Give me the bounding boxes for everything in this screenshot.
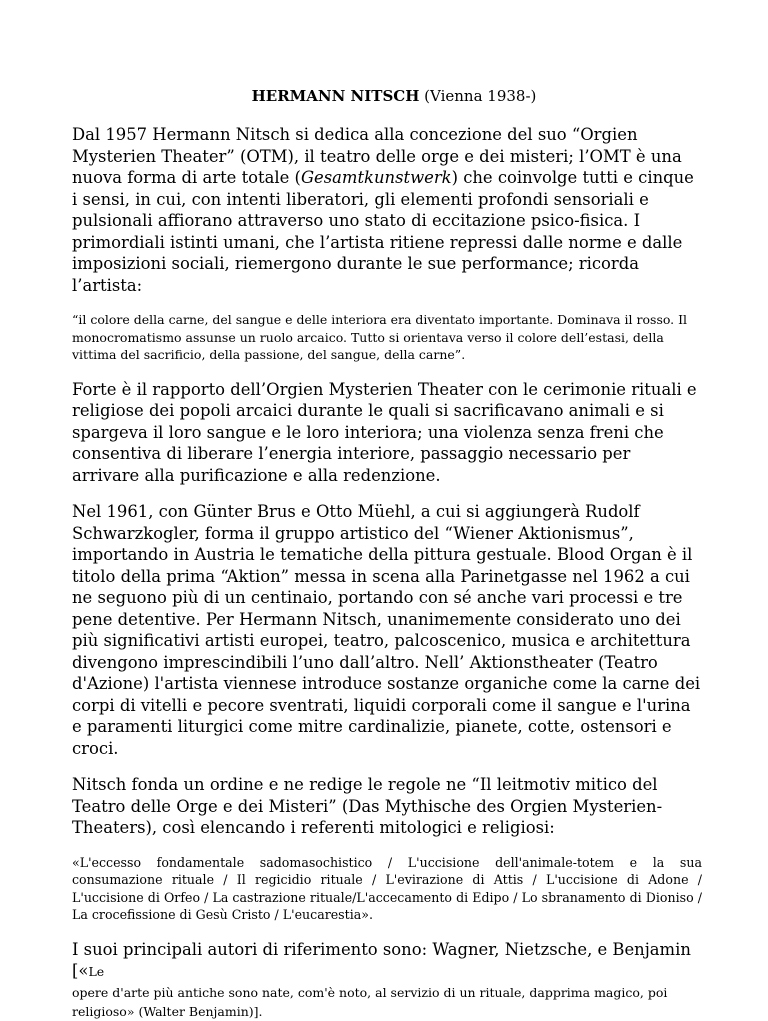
- artist-dates: (Vienna 1938-): [424, 87, 537, 105]
- mythological-list-quote: «L'eccesso fondamentale sadomasochistico / L'uccisione dell'animale-totem e la sua consumazione rituale / Il regicidio rituale / L'evirazione di Attis / L'uccisione di Adone / L'uccisione di Orfeo / La castrazione rituale/L'accecamento di Edipo / Lo sbranamento di Dioniso / La crocefissione di Gesù Cristo / L'eucarestia».: [72, 854, 702, 923]
- order-paragraph: Nitsch fonda un ordine e ne redige le regole ne “Il leitmotiv mitico del Teatro delle Orge e dei Misteri” (Das Mythische des Orgien Mysterien-Theaters), così elencando i referenti mitologici e religiosi:: [72, 775, 663, 837]
- references-paragraph: [72, 939, 702, 1021]
- benjamin-quote-start: Le: [88, 964, 105, 980]
- references-text: I suoi principali autori di riferimento sono: Wagner, Nietzsche, e Benjamin [«: [72, 939, 691, 981]
- intro-italic-term: Gesamtkunstwerk: [300, 168, 452, 187]
- history-paragraph: Nel 1961, con Günter Brus e Otto Müehl, a cui si aggiungerà Rudolf Schwarzkogler, forma il gruppo artistico del “Wiener Aktionismus”, importando in Austria le tematiche della pittura gestuale. Blood Organ è il titolo della prima “Aktion” messa in scena alla Parinetgasse nel 1962 a cui ne seguono più di un centinaio, portando con sé anche vari processi e tre pene detentive. Per Hermann Nitsch, unanimemente considerato uno dei più significativi artisti europei, teatro, palcoscenico, musica e architettura divengono imprescindibili l’uno dall’altro. Nell’ Aktionstheater (Teatro d'Azione) l'artista viennese introduce sostanze organiche come la carne dei corpi di vitelli e pecore sventrati, liquidi corporali come il sangue e l'urina e paramenti liturgici come mitre cardinalizie, pianete, cotte, ostensori e croci.: [72, 502, 701, 758]
- benjamin-quote: opere d'arte più antiche sono nate, com'è noto, al servizio di un rituale, dapprima magico, poi religioso» (Walter Benjamin)].: [72, 984, 668, 1020]
- intro-text-end: ) che coinvolge tutti e cinque i sensi, in cui, con intenti liberatori, gli elementi profondi sensoriali e pulsionali affiorano attraverso uno stato di eccitazione psico-fisica. I primordiali istinti umani, che l’artista ritiene repressi dalle norme e dalle imposizioni sociali, riemergono durante le sue performance; ricorda l’artista:: [72, 168, 694, 295]
- artist-name: HERMANN NITSCH: [251, 87, 420, 105]
- document-title: [72, 86, 702, 106]
- rituals-paragraph: Forte è il rapporto dell’Orgien Mysterien Theater con le cerimonie rituali e religiose dei popoli arcaici durante le quali si sacrificavano animali e si spargeva il loro sangue e le loro interiora; una violenza senza freni che consentiva di liberare l’energia interiore, passaggio necessario per arrivare alla purificazione e alla redenzione.: [72, 379, 697, 485]
- document-page: [72, 86, 702, 1021]
- artist-quote: “il colore della carne, del sangue e delle interiora era diventato importante. Dominava il rosso. Il monocromatismo assunse un ruolo arcaico. Tutto si orientava verso il colore dell’estasi, della vittima del sacrificio, della passione, del sangue, della carne”.: [72, 312, 688, 362]
- intro-paragraph: [72, 124, 702, 296]
- intro-text-start: Dal 1957 Hermann Nitsch si dedica alla concezione del suo “Orgien Mysterien Theater” (OTM), il teatro delle orge e dei misteri; l’OMT è una nuova forma di arte totale (: [72, 125, 682, 187]
